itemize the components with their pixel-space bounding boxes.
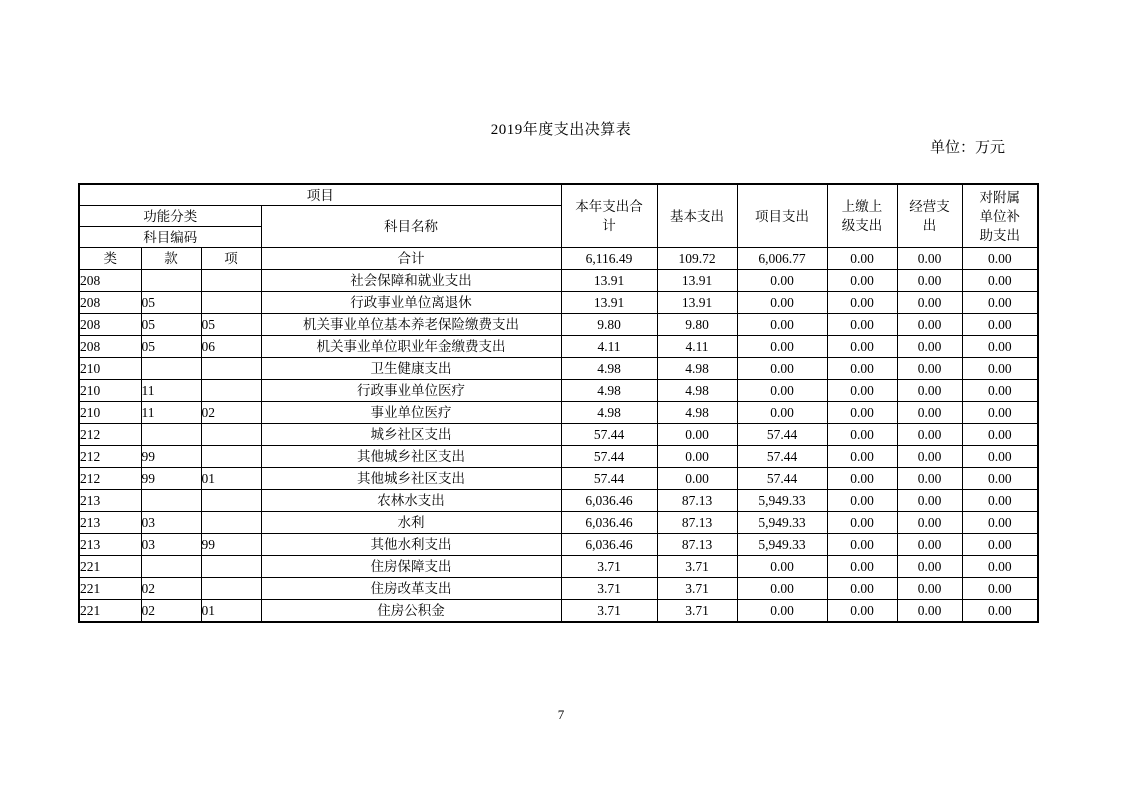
value-cell: 13.91 xyxy=(657,292,737,314)
code-item-cell: 99 xyxy=(201,534,261,556)
value-cell: 4.98 xyxy=(657,380,737,402)
value-cell: 3.71 xyxy=(561,556,657,578)
value-cell: 0.00 xyxy=(897,468,962,490)
value-cell: 87.13 xyxy=(657,512,737,534)
code-item-cell xyxy=(201,358,261,380)
code-class-cell: 208 xyxy=(79,292,141,314)
code-item-cell xyxy=(201,446,261,468)
subject-name-cell: 社会保障和就业支出 xyxy=(261,270,561,292)
value-cell: 0.00 xyxy=(737,358,827,380)
value-cell: 3.71 xyxy=(657,600,737,623)
value-cell: 0.00 xyxy=(962,578,1038,600)
value-cell: 0.00 xyxy=(827,490,897,512)
table-row xyxy=(79,380,1038,402)
code-class-cell: 210 xyxy=(79,358,141,380)
value-cell: 57.44 xyxy=(737,468,827,490)
code-class-cell: 208 xyxy=(79,314,141,336)
value-cell: 4.98 xyxy=(561,402,657,424)
total-row xyxy=(79,248,1038,270)
value-cell: 0.00 xyxy=(657,424,737,446)
value-cell: 0.00 xyxy=(737,270,827,292)
value-cell: 5,949.33 xyxy=(737,490,827,512)
subject-name-cell: 卫生健康支出 xyxy=(261,358,561,380)
header-section-cell: 款 xyxy=(141,248,201,270)
header-project-expenditure-label: 项目支出 xyxy=(755,208,809,224)
value-cell: 57.44 xyxy=(737,446,827,468)
code-item-cell xyxy=(201,380,261,402)
value-cell: 57.44 xyxy=(737,424,827,446)
value-cell: 0.00 xyxy=(897,446,962,468)
code-item-cell: 05 xyxy=(201,314,261,336)
expenditure-table xyxy=(78,183,1039,623)
code-section-cell xyxy=(141,270,201,292)
total-value-cell: 0.00 xyxy=(897,248,962,270)
value-cell: 0.00 xyxy=(737,314,827,336)
value-cell: 0.00 xyxy=(962,358,1038,380)
value-cell: 0.00 xyxy=(827,512,897,534)
value-cell: 0.00 xyxy=(827,534,897,556)
value-cell: 6,036.46 xyxy=(561,534,657,556)
unit-label: 单位：万元 xyxy=(930,140,1006,156)
subject-name-cell: 住房改革支出 xyxy=(261,578,561,600)
value-cell: 0.00 xyxy=(827,336,897,358)
header-basic-expenditure-cell xyxy=(657,184,737,248)
value-cell: 0.00 xyxy=(737,556,827,578)
value-cell: 0.00 xyxy=(897,314,962,336)
value-cell: 0.00 xyxy=(897,600,962,623)
value-cell: 9.80 xyxy=(561,314,657,336)
code-section-cell: 02 xyxy=(141,600,201,623)
total-value-cell: 0.00 xyxy=(827,248,897,270)
value-cell: 0.00 xyxy=(827,424,897,446)
header-class-cell: 类 xyxy=(79,248,141,270)
value-cell: 0.00 xyxy=(897,402,962,424)
value-cell: 4.98 xyxy=(657,402,737,424)
value-cell: 87.13 xyxy=(657,534,737,556)
header-upward-payment-cell xyxy=(827,184,897,248)
value-cell: 0.00 xyxy=(827,402,897,424)
subject-name-cell: 农林水支出 xyxy=(261,490,561,512)
value-cell: 4.11 xyxy=(657,336,737,358)
total-value-cell: 6,116.49 xyxy=(561,248,657,270)
table-row xyxy=(79,512,1038,534)
code-item-cell: 06 xyxy=(201,336,261,358)
subject-name-cell: 机关事业单位基本养老保险缴费支出 xyxy=(261,314,561,336)
code-item-cell xyxy=(201,270,261,292)
table-row xyxy=(79,402,1038,424)
table-row xyxy=(79,600,1038,623)
header-total-expenditure-cell xyxy=(561,184,657,248)
value-cell: 0.00 xyxy=(962,424,1038,446)
header-item-cell: 项 xyxy=(201,248,261,270)
code-class-cell: 213 xyxy=(79,512,141,534)
value-cell: 13.91 xyxy=(657,270,737,292)
value-cell: 5,949.33 xyxy=(737,512,827,534)
header-subject-name-cell: 科目名称 xyxy=(261,206,561,248)
code-class-cell: 208 xyxy=(79,270,141,292)
header-upward-payment-label: 上缴上级支出 xyxy=(841,199,883,233)
value-cell: 0.00 xyxy=(737,600,827,623)
total-label-cell: 合计 xyxy=(261,248,561,270)
value-cell: 0.00 xyxy=(897,358,962,380)
value-cell: 0.00 xyxy=(897,490,962,512)
value-cell: 0.00 xyxy=(657,468,737,490)
value-cell: 0.00 xyxy=(962,556,1038,578)
value-cell: 0.00 xyxy=(737,402,827,424)
value-cell: 0.00 xyxy=(962,380,1038,402)
value-cell: 0.00 xyxy=(962,534,1038,556)
code-section-cell xyxy=(141,490,201,512)
value-cell: 0.00 xyxy=(737,336,827,358)
header-operating-expenditure-label: 经营支出 xyxy=(909,199,950,233)
value-cell: 0.00 xyxy=(897,534,962,556)
total-value-cell: 0.00 xyxy=(962,248,1038,270)
value-cell: 0.00 xyxy=(897,578,962,600)
value-cell: 0.00 xyxy=(962,512,1038,534)
code-section-cell xyxy=(141,424,201,446)
code-class-cell: 212 xyxy=(79,468,141,490)
value-cell: 57.44 xyxy=(561,424,657,446)
page-title: 2019年度支出决算表 xyxy=(490,122,632,138)
code-class-cell: 221 xyxy=(79,556,141,578)
code-item-cell: 01 xyxy=(201,600,261,623)
header-row-project xyxy=(79,184,1038,206)
table-row xyxy=(79,446,1038,468)
code-item-cell: 02 xyxy=(201,402,261,424)
value-cell: 0.00 xyxy=(962,402,1038,424)
code-section-cell: 99 xyxy=(141,446,201,468)
total-value-cell: 6,006.77 xyxy=(737,248,827,270)
subject-name-cell: 行政事业单位离退休 xyxy=(261,292,561,314)
value-cell: 0.00 xyxy=(827,468,897,490)
code-class-cell: 212 xyxy=(79,424,141,446)
value-cell: 0.00 xyxy=(827,380,897,402)
value-cell: 0.00 xyxy=(827,446,897,468)
value-cell: 0.00 xyxy=(827,556,897,578)
code-class-cell: 210 xyxy=(79,380,141,402)
table-row xyxy=(79,270,1038,292)
code-item-cell xyxy=(201,578,261,600)
value-cell: 0.00 xyxy=(827,578,897,600)
value-cell: 0.00 xyxy=(962,446,1038,468)
table-row xyxy=(79,490,1038,512)
value-cell: 0.00 xyxy=(962,490,1038,512)
header-operating-expenditure-cell xyxy=(897,184,962,248)
value-cell: 57.44 xyxy=(561,468,657,490)
subject-name-cell: 行政事业单位医疗 xyxy=(261,380,561,402)
code-item-cell xyxy=(201,512,261,534)
code-item-cell xyxy=(201,424,261,446)
code-item-cell: 01 xyxy=(201,468,261,490)
code-section-cell: 05 xyxy=(141,314,201,336)
table-row xyxy=(79,534,1038,556)
value-cell: 0.00 xyxy=(962,468,1038,490)
value-cell: 57.44 xyxy=(561,446,657,468)
table-row xyxy=(79,556,1038,578)
value-cell: 4.98 xyxy=(561,358,657,380)
value-cell: 6,036.46 xyxy=(561,512,657,534)
value-cell: 0.00 xyxy=(737,578,827,600)
value-cell: 0.00 xyxy=(962,336,1038,358)
value-cell: 0.00 xyxy=(897,336,962,358)
table-row xyxy=(79,292,1038,314)
code-class-cell: 212 xyxy=(79,446,141,468)
value-cell: 0.00 xyxy=(897,292,962,314)
total-value-cell: 109.72 xyxy=(657,248,737,270)
value-cell: 0.00 xyxy=(962,600,1038,623)
code-section-cell: 11 xyxy=(141,402,201,424)
subject-name-cell: 住房保障支出 xyxy=(261,556,561,578)
value-cell: 3.71 xyxy=(561,600,657,623)
code-section-cell: 02 xyxy=(141,578,201,600)
table-row xyxy=(79,336,1038,358)
code-section-cell: 03 xyxy=(141,534,201,556)
table-row xyxy=(79,314,1038,336)
value-cell: 3.71 xyxy=(561,578,657,600)
subject-name-cell: 水利 xyxy=(261,512,561,534)
code-item-cell xyxy=(201,556,261,578)
value-cell: 0.00 xyxy=(737,380,827,402)
table-body xyxy=(79,270,1038,623)
code-section-cell xyxy=(141,358,201,380)
code-section-cell: 03 xyxy=(141,512,201,534)
subject-name-cell: 事业单位医疗 xyxy=(261,402,561,424)
value-cell: 13.91 xyxy=(561,270,657,292)
header-project-expenditure-cell xyxy=(737,184,827,248)
code-class-cell: 208 xyxy=(79,336,141,358)
value-cell: 4.98 xyxy=(561,380,657,402)
code-section-cell: 11 xyxy=(141,380,201,402)
subject-name-cell: 其他城乡社区支出 xyxy=(261,468,561,490)
value-cell: 13.91 xyxy=(561,292,657,314)
subject-name-cell: 其他城乡社区支出 xyxy=(261,446,561,468)
value-cell: 0.00 xyxy=(897,270,962,292)
code-item-cell xyxy=(201,490,261,512)
value-cell: 4.11 xyxy=(561,336,657,358)
value-cell: 0.00 xyxy=(897,556,962,578)
header-project-cell: 项目 xyxy=(79,184,561,206)
table-row xyxy=(79,578,1038,600)
subject-name-cell: 城乡社区支出 xyxy=(261,424,561,446)
value-cell: 87.13 xyxy=(657,490,737,512)
value-cell: 0.00 xyxy=(827,314,897,336)
table-row xyxy=(79,358,1038,380)
subject-name-cell: 住房公积金 xyxy=(261,600,561,623)
code-class-cell: 213 xyxy=(79,490,141,512)
header-subsidy-expenditure-label: 对附属单位补助支出 xyxy=(979,189,1020,243)
value-cell: 6,036.46 xyxy=(561,490,657,512)
header-total-expenditure-label: 本年支出合计 xyxy=(575,199,643,233)
header-subsidy-expenditure-cell xyxy=(962,184,1038,248)
page-number: 7 xyxy=(557,707,565,722)
header-subject-code-cell: 科目编码 xyxy=(79,227,261,248)
value-cell: 4.98 xyxy=(657,358,737,380)
value-cell: 3.71 xyxy=(657,578,737,600)
value-cell: 0.00 xyxy=(962,292,1038,314)
code-class-cell: 210 xyxy=(79,402,141,424)
value-cell: 9.80 xyxy=(657,314,737,336)
code-section-cell: 05 xyxy=(141,292,201,314)
code-class-cell: 221 xyxy=(79,578,141,600)
value-cell: 0.00 xyxy=(962,314,1038,336)
code-section-cell xyxy=(141,556,201,578)
value-cell: 0.00 xyxy=(827,292,897,314)
value-cell: 0.00 xyxy=(827,600,897,623)
value-cell: 0.00 xyxy=(657,446,737,468)
value-cell: 0.00 xyxy=(897,512,962,534)
subject-name-cell: 其他水利支出 xyxy=(261,534,561,556)
value-cell: 0.00 xyxy=(962,270,1038,292)
code-item-cell xyxy=(201,292,261,314)
value-cell: 5,949.33 xyxy=(737,534,827,556)
subject-name-cell: 机关事业单位职业年金缴费支出 xyxy=(261,336,561,358)
code-section-cell: 99 xyxy=(141,468,201,490)
table-row xyxy=(79,424,1038,446)
header-basic-expenditure-label: 基本支出 xyxy=(670,208,724,224)
value-cell: 0.00 xyxy=(897,424,962,446)
table-row xyxy=(79,468,1038,490)
value-cell: 0.00 xyxy=(737,292,827,314)
value-cell: 3.71 xyxy=(657,556,737,578)
value-cell: 0.00 xyxy=(897,380,962,402)
header-functional-class-cell: 功能分类 xyxy=(79,206,261,227)
code-class-cell: 213 xyxy=(79,534,141,556)
value-cell: 0.00 xyxy=(827,270,897,292)
value-cell: 0.00 xyxy=(827,358,897,380)
code-class-cell: 221 xyxy=(79,600,141,623)
code-section-cell: 05 xyxy=(141,336,201,358)
